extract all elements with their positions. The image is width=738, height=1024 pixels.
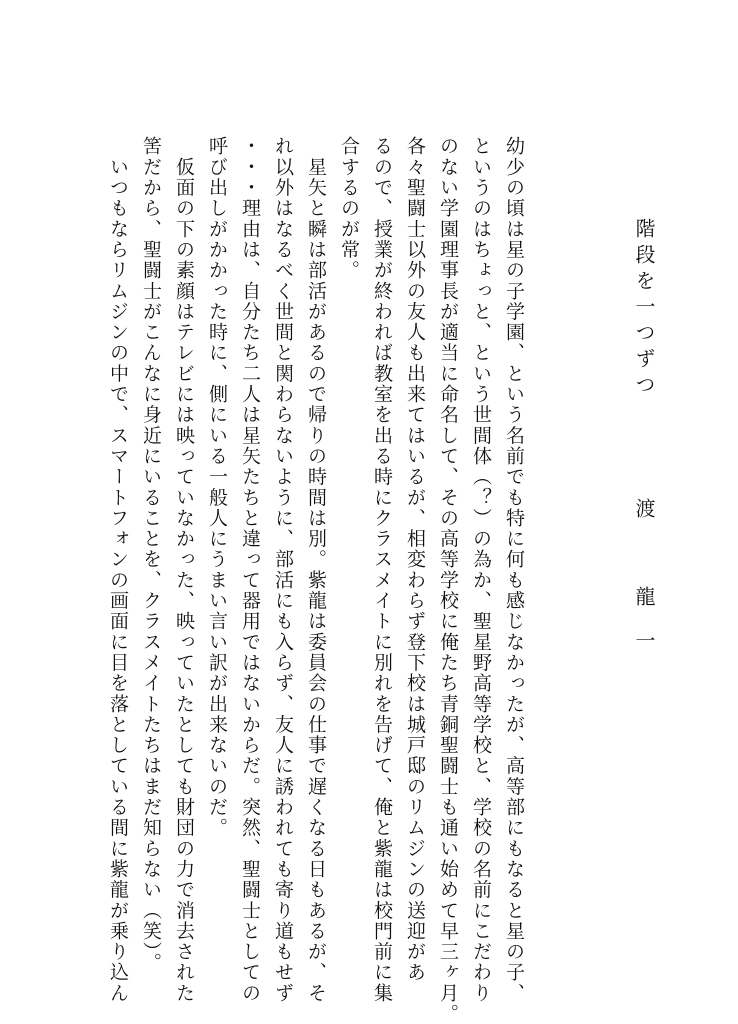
text-line: 仮面の下の素顔はテレビには映っていなかった、映っていたとしても財団の力で消去された	[173, 136, 195, 1004]
text-line: 筈だから、聖闘士がこんなに身近にいることを、クラスメイトたちはまだ知らない（笑）。	[140, 136, 162, 974]
text-line: 星矢と瞬は部活があるので帰りの時間は別。紫龍は委員会の仕事で遅くなる日もあるが、そ	[305, 136, 327, 1004]
text-line: 各々聖闘士以外の友人も出来てはいるが、相変わらず登下校は城戸邸のリムジンの送迎があ	[404, 136, 426, 983]
author-name: 渡 龍一	[632, 498, 656, 674]
text-line: いつもならリムジンの中で、スマートフォンの画面に目を落としている間に紫龍が乗り込ん	[107, 136, 129, 1004]
text-line: ・・・理由は、自分たち二人は星矢たちと違って器用ではないからだ。突然、聖闘士としての	[239, 136, 261, 1004]
text-line: るので、授業が終われば教室を出る時にクラスメイトに別れを告げて、俺と紫龍は校門前に集	[371, 136, 393, 1004]
text-line: 合するのが常。	[338, 136, 360, 281]
text-line: のない学園理事長が適当に命名して、その高等学校に俺たち青銅聖闘士も通い始めて早三ヶ月。	[437, 136, 459, 1024]
text-line: 呼び出しがかかった時に、側にいる一般人にうまい言い訳が出来ないのだ。	[206, 136, 228, 839]
text-line: 幼少の頃は星の子学園、という名前でも特に何も感じなかったが、高等部にもなると星の子、	[503, 136, 525, 1004]
text-line: れ以外はなるべく世間と関わらないように、部活にも入らず、友人に誘われても寄り道もせず	[272, 136, 294, 1004]
story-title: 階段を一つずつ	[632, 218, 656, 400]
text-line: というのはちょっと、という世間体（？）の為か、聖星野高等学校と、学校の名前にこだわり	[470, 136, 492, 1004]
